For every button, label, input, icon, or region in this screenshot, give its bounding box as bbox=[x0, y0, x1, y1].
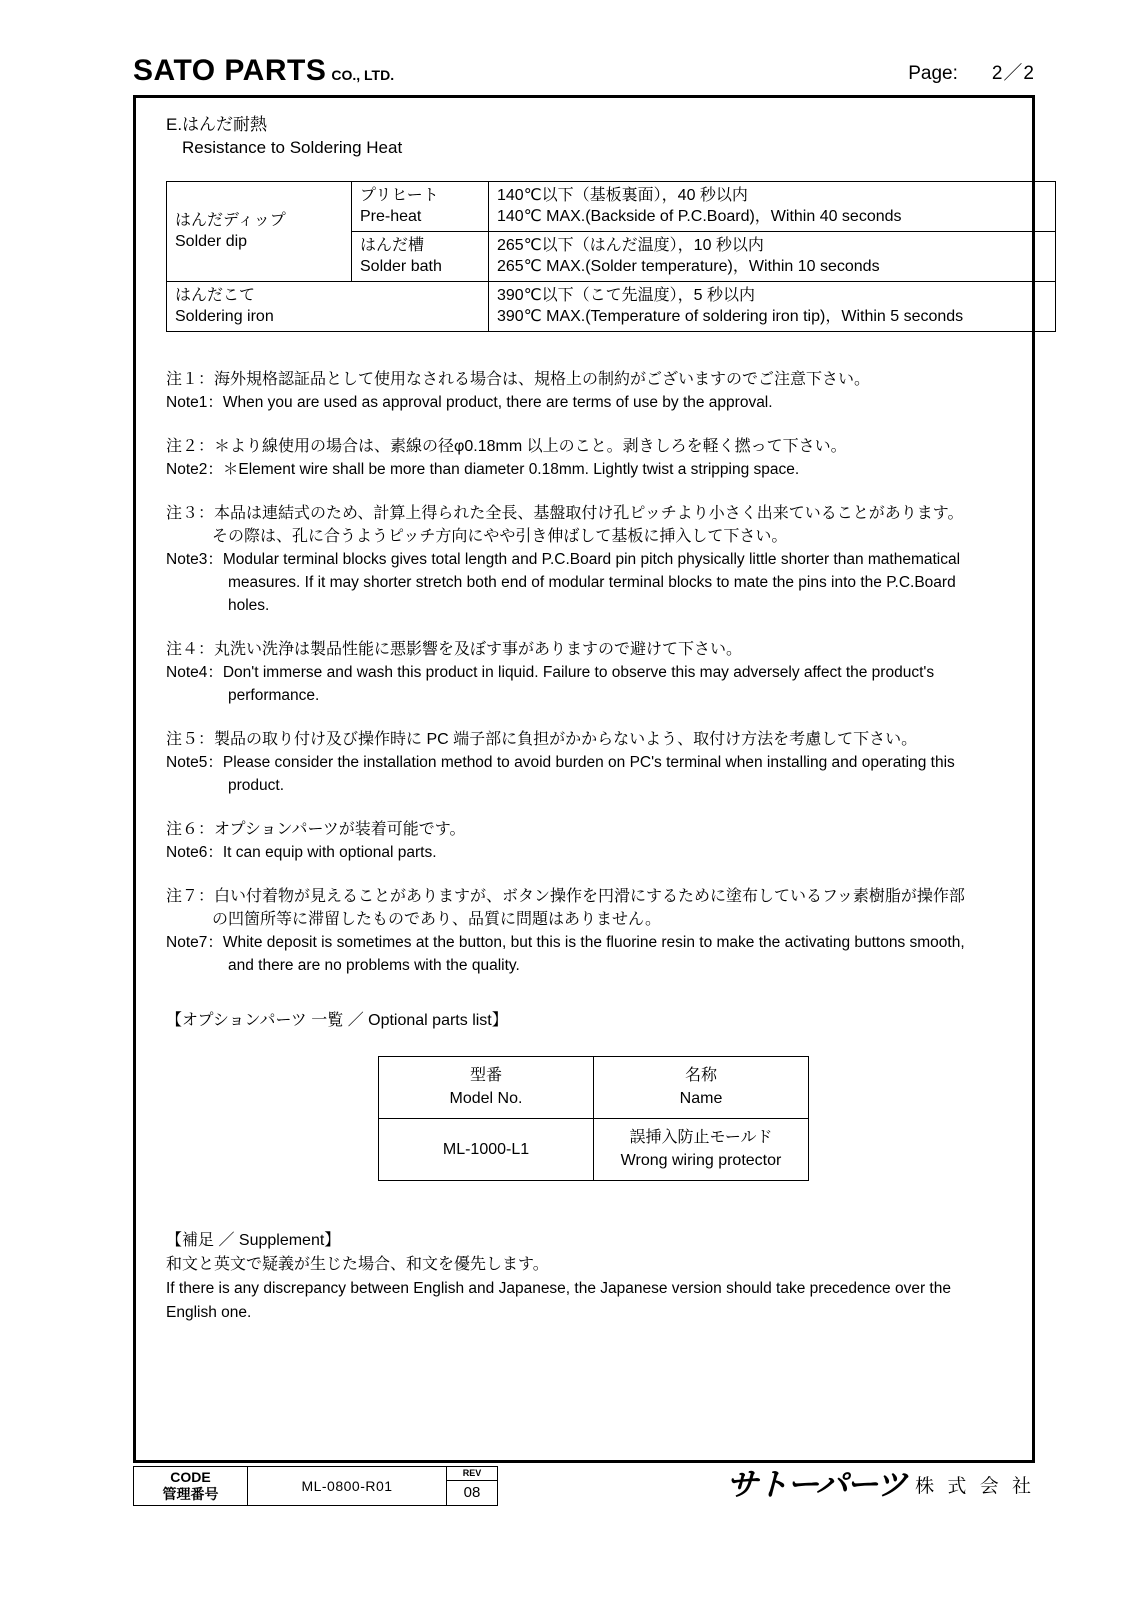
optional-parts-table-wrapper bbox=[166, 1056, 1011, 1181]
code-label-en: CODE bbox=[170, 1469, 211, 1485]
supplement-heading: 【補足 ／ Supplement】 bbox=[166, 1232, 341, 1249]
value-jp: 390℃以下（こて先温度），5 秒以内 bbox=[497, 287, 756, 304]
note-4-en: Note4：Don't immerse and wash this product in liquid. Failure to observe this may adversely affect the product's bbox=[166, 664, 935, 681]
note-7-jp: 注７：白い付着物が見えることがありますが、ボタン操作を円滑にするために塗布しているフッ素樹脂が操作部 bbox=[166, 888, 965, 905]
table-row bbox=[167, 282, 1056, 332]
revision-value: 08 bbox=[463, 1484, 481, 1501]
cell-part-name-en: Wrong wiring protector bbox=[620, 1152, 782, 1169]
note-3-jp: 注３：本品は連結式のため、計算上得られた全長、基盤取付け孔ピッチより小さく出来ていることがあります。 bbox=[166, 505, 964, 522]
page-header bbox=[133, 48, 1035, 90]
note-5-jp: 注５：製品の取り付け及び操作時に PC 端子部に負担がかからないよう、取付け方法を考慮して下さい。 bbox=[166, 731, 918, 748]
note-7-jp-cont: の凹箇所等に滞留したものであり、品質に問題はありません。 bbox=[212, 911, 661, 928]
company-logo bbox=[133, 54, 394, 88]
supplement-en-2: English one. bbox=[166, 1304, 252, 1321]
optional-parts-table bbox=[378, 1056, 809, 1181]
note-7-en-cont: and there are no problems with the quality. bbox=[228, 957, 520, 974]
sub-en: Solder bath bbox=[360, 258, 442, 275]
sato-parts-katakana-logo: サトーパーツ bbox=[725, 1467, 906, 1502]
footer-code-table bbox=[133, 1466, 498, 1506]
note-item-3 bbox=[166, 502, 1011, 617]
page-number bbox=[908, 58, 1035, 85]
supplement-en-1: If there is any discrepancy between English and Japanese, the Japanese version should take precedence over the bbox=[166, 1280, 951, 1297]
note-1-en: Note1：When you are used as approval product, there are terms of use by the approval. bbox=[166, 394, 773, 411]
revision-label: REV bbox=[447, 1467, 497, 1481]
supplement-block bbox=[166, 1229, 1011, 1325]
value-jp: 140℃以下（基板裏面），40 秒以内 bbox=[497, 187, 748, 204]
code-label-jp: 管理番号 bbox=[162, 1486, 219, 1502]
revision-cell bbox=[447, 1467, 498, 1506]
sub-en: Pre-heat bbox=[360, 208, 422, 225]
table-row bbox=[167, 182, 1056, 232]
note-6-jp: 注６：オプションパーツが装着可能です。 bbox=[166, 821, 466, 838]
col-header-model bbox=[379, 1057, 594, 1119]
cell-part-name-jp: 誤挿入防止モールド bbox=[629, 1129, 773, 1146]
table-row bbox=[379, 1119, 809, 1181]
cell-value-preheat bbox=[489, 182, 1056, 232]
footer-company-logo bbox=[725, 1467, 1035, 1502]
category-en: Soldering iron bbox=[175, 308, 274, 325]
sub-jp: はんだ槽 bbox=[360, 237, 425, 254]
col-header-name-en: Name bbox=[679, 1090, 723, 1107]
cell-category-solder-dip bbox=[167, 182, 352, 282]
note-item-2 bbox=[166, 435, 1011, 481]
code-label-cell bbox=[134, 1467, 248, 1506]
company-legal-suffix: 株 式 会 社 bbox=[915, 1476, 1035, 1497]
value-en: 140℃ MAX.(Backside of P.C.Board)，Within 40 seconds bbox=[497, 208, 902, 225]
cell-sub-solder-bath bbox=[352, 232, 489, 282]
value-jp: 265℃以下（はんだ温度），10 秒以内 bbox=[497, 237, 764, 254]
note-3-en-cont-2: holes. bbox=[228, 597, 270, 614]
cell-category-soldering-iron bbox=[167, 282, 489, 332]
note-5-en: Note5：Please consider the installation method to avoid burden on PC's terminal when installing and operating this bbox=[166, 754, 955, 771]
brand-suffix: CO., LTD. bbox=[331, 67, 395, 83]
section-heading-jp: E.はんだ耐熱 bbox=[166, 115, 268, 134]
optional-parts-heading: 【オプションパーツ 一覧 ／ Optional parts list】 bbox=[166, 1012, 508, 1029]
note-item-5 bbox=[166, 728, 1011, 797]
page-number-label: Page: bbox=[908, 63, 958, 84]
section-heading bbox=[166, 113, 1011, 159]
value-en: 265℃ MAX.(Solder temperature)，Within 10 seconds bbox=[497, 258, 880, 275]
soldering-heat-table bbox=[166, 181, 1056, 332]
note-2-en: Note2：＊Element wire shall be more than diameter 0.18mm. Lightly twist a stripping space. bbox=[166, 461, 800, 478]
notes-list bbox=[166, 368, 1011, 977]
cell-value-solder-bath bbox=[489, 232, 1056, 282]
note-4-jp: 注４：丸洗い洗浄は製品性能に悪影響を及ぼす事がありますので避けて下さい。 bbox=[166, 641, 743, 658]
note-4-en-cont: performance. bbox=[228, 687, 320, 704]
page-footer bbox=[133, 1466, 1035, 1518]
sub-jp: プリヒート bbox=[360, 187, 439, 204]
note-3-en: Note3：Modular terminal blocks gives total length and P.C.Board pin pitch physically little shorter than mathematical bbox=[166, 551, 961, 568]
value-en: 390℃ MAX.(Temperature of soldering iron tip)，Within 5 seconds bbox=[497, 308, 964, 325]
supplement-jp: 和文と英文で疑義が生じた場合、和文を優先します。 bbox=[166, 1256, 549, 1273]
table-header-row bbox=[379, 1057, 809, 1119]
cell-model-number: ML-1000-L1 bbox=[379, 1119, 594, 1181]
category-en: Solder dip bbox=[175, 233, 248, 250]
table-row bbox=[134, 1467, 498, 1506]
note-6-en: Note6：It can equip with optional parts. bbox=[166, 844, 437, 861]
note-item-1 bbox=[166, 368, 1011, 414]
col-header-model-en: Model No. bbox=[449, 1090, 523, 1107]
note-item-6 bbox=[166, 818, 1011, 864]
cell-part-name bbox=[594, 1119, 809, 1181]
col-header-model-jp: 型番 bbox=[469, 1067, 502, 1084]
note-7-en: Note7：White deposit is sometimes at the button, but this is the fluorine resin to make the activating buttons smooth, bbox=[166, 934, 965, 951]
col-header-name-jp: 名称 bbox=[684, 1067, 717, 1084]
note-2-jp: 注２：＊より線使用の場合は、素線の径φ0.18mm 以上のこと。剥きしろを軽く撚って下さい。 bbox=[166, 438, 847, 455]
note-1-jp: 注１：海外規格認証品として使用なされる場合は、規格上の制約がございますのでご注意下さい。 bbox=[166, 371, 871, 388]
note-3-jp-cont: その際は、孔に合うようピッチ方向にやや引き伸ばして基板に挿入して下さい。 bbox=[212, 528, 788, 545]
note-5-en-cont: product. bbox=[228, 777, 285, 794]
brand-name: SATO PARTS bbox=[133, 54, 327, 87]
col-header-name bbox=[594, 1057, 809, 1119]
cell-value-soldering-iron bbox=[489, 282, 1056, 332]
section-heading-en: Resistance to Soldering Heat bbox=[182, 138, 403, 157]
note-item-4 bbox=[166, 638, 1011, 707]
document-content bbox=[166, 113, 1011, 1325]
category-jp: はんだこて bbox=[175, 287, 256, 304]
category-jp: はんだディップ bbox=[175, 212, 286, 229]
page-number-value: 2／2 bbox=[991, 63, 1035, 84]
code-value-cell: ML-0800-R01 bbox=[248, 1467, 447, 1506]
note-item-7 bbox=[166, 885, 1011, 977]
cell-sub-preheat bbox=[352, 182, 489, 232]
note-3-en-cont-1: measures. If it may shorter stretch both end of modular terminal blocks to mate the pins into the P.C.Board bbox=[228, 574, 956, 591]
